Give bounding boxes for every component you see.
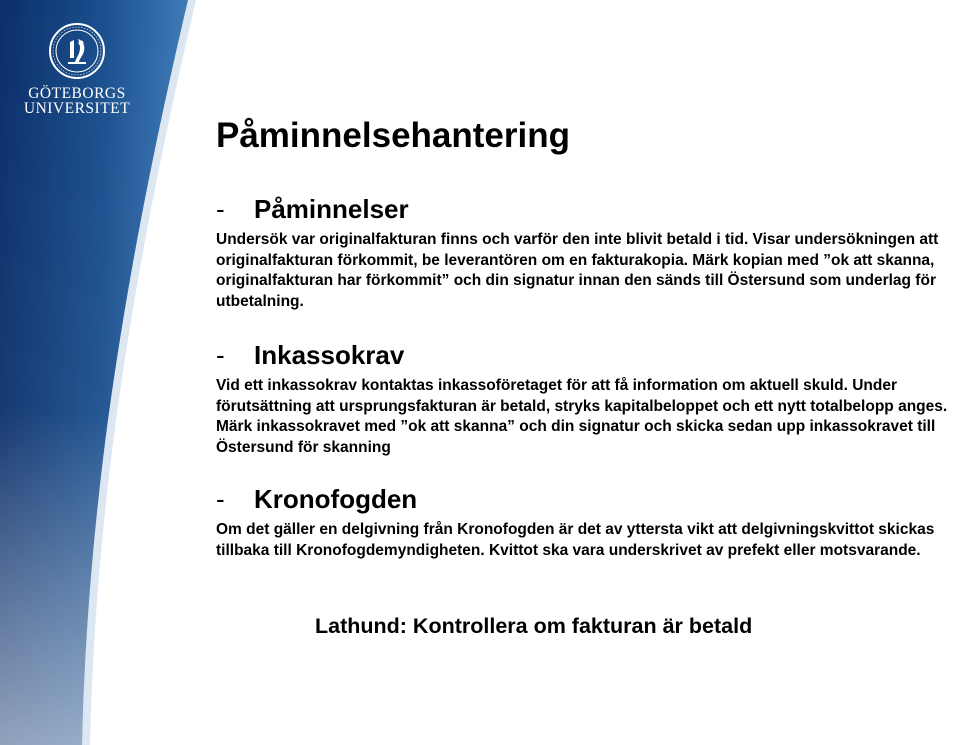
- bullet-dash: -: [216, 484, 225, 514]
- bullet-dash: -: [216, 340, 225, 370]
- university-logo: [22, 22, 132, 116]
- section-kronofogden: [216, 484, 960, 561]
- university-seal-icon: [48, 22, 106, 80]
- section-body: Vid ett inkassokrav kontaktas inkassoföretaget för att få information om aktuell skuld. Under förutsättning att ursprungsfakturan är betald, stryks kapitalbeloppet och ett nytt totalbelopp anges. Märk inkassokravet med ”ok att skanna” och din signatur och skicka sedan upp inkassokravet till Östersund för skanning: [216, 377, 948, 456]
- section-heading: [216, 484, 960, 514]
- section-heading: [216, 194, 960, 224]
- bullet-dash: -: [216, 194, 225, 224]
- page-title: Påminnelsehantering: [216, 116, 570, 155]
- section-heading-text: Påminnelser: [254, 194, 409, 224]
- section-inkassokrav: [216, 340, 960, 458]
- section-body: Undersök var originalfakturan finns och varför den inte blivit betald i tid. Visar undersökningen att originalfakturan förkommit, be leverantören om en fakturakopia. Märk kopian med ”ok att skanna, originalfakturan har förkommit” och din signatur innan den sänds till Östersund som underlag för utbetalning.: [216, 231, 939, 310]
- university-name-line1: GÖTEBORGS: [28, 85, 126, 102]
- section-heading-text: Inkassokrav: [254, 340, 405, 370]
- lathund-link[interactable]: Lathund: Kontrollera om fakturan är betald: [315, 614, 753, 638]
- section-body: Om det gäller en delgivning från Kronofogden är det av yttersta vikt att delgivningskvittot skickas tillbaka till Kronofogdemyndigheten. Kvittot ska vara underskrivet av prefekt eller motsvarande.: [216, 521, 935, 559]
- section-heading: [216, 340, 960, 370]
- section-heading-text: Kronofogden: [254, 484, 418, 514]
- university-name-line2: UNIVERSITET: [23, 100, 131, 117]
- section-paminnelser: [216, 194, 960, 312]
